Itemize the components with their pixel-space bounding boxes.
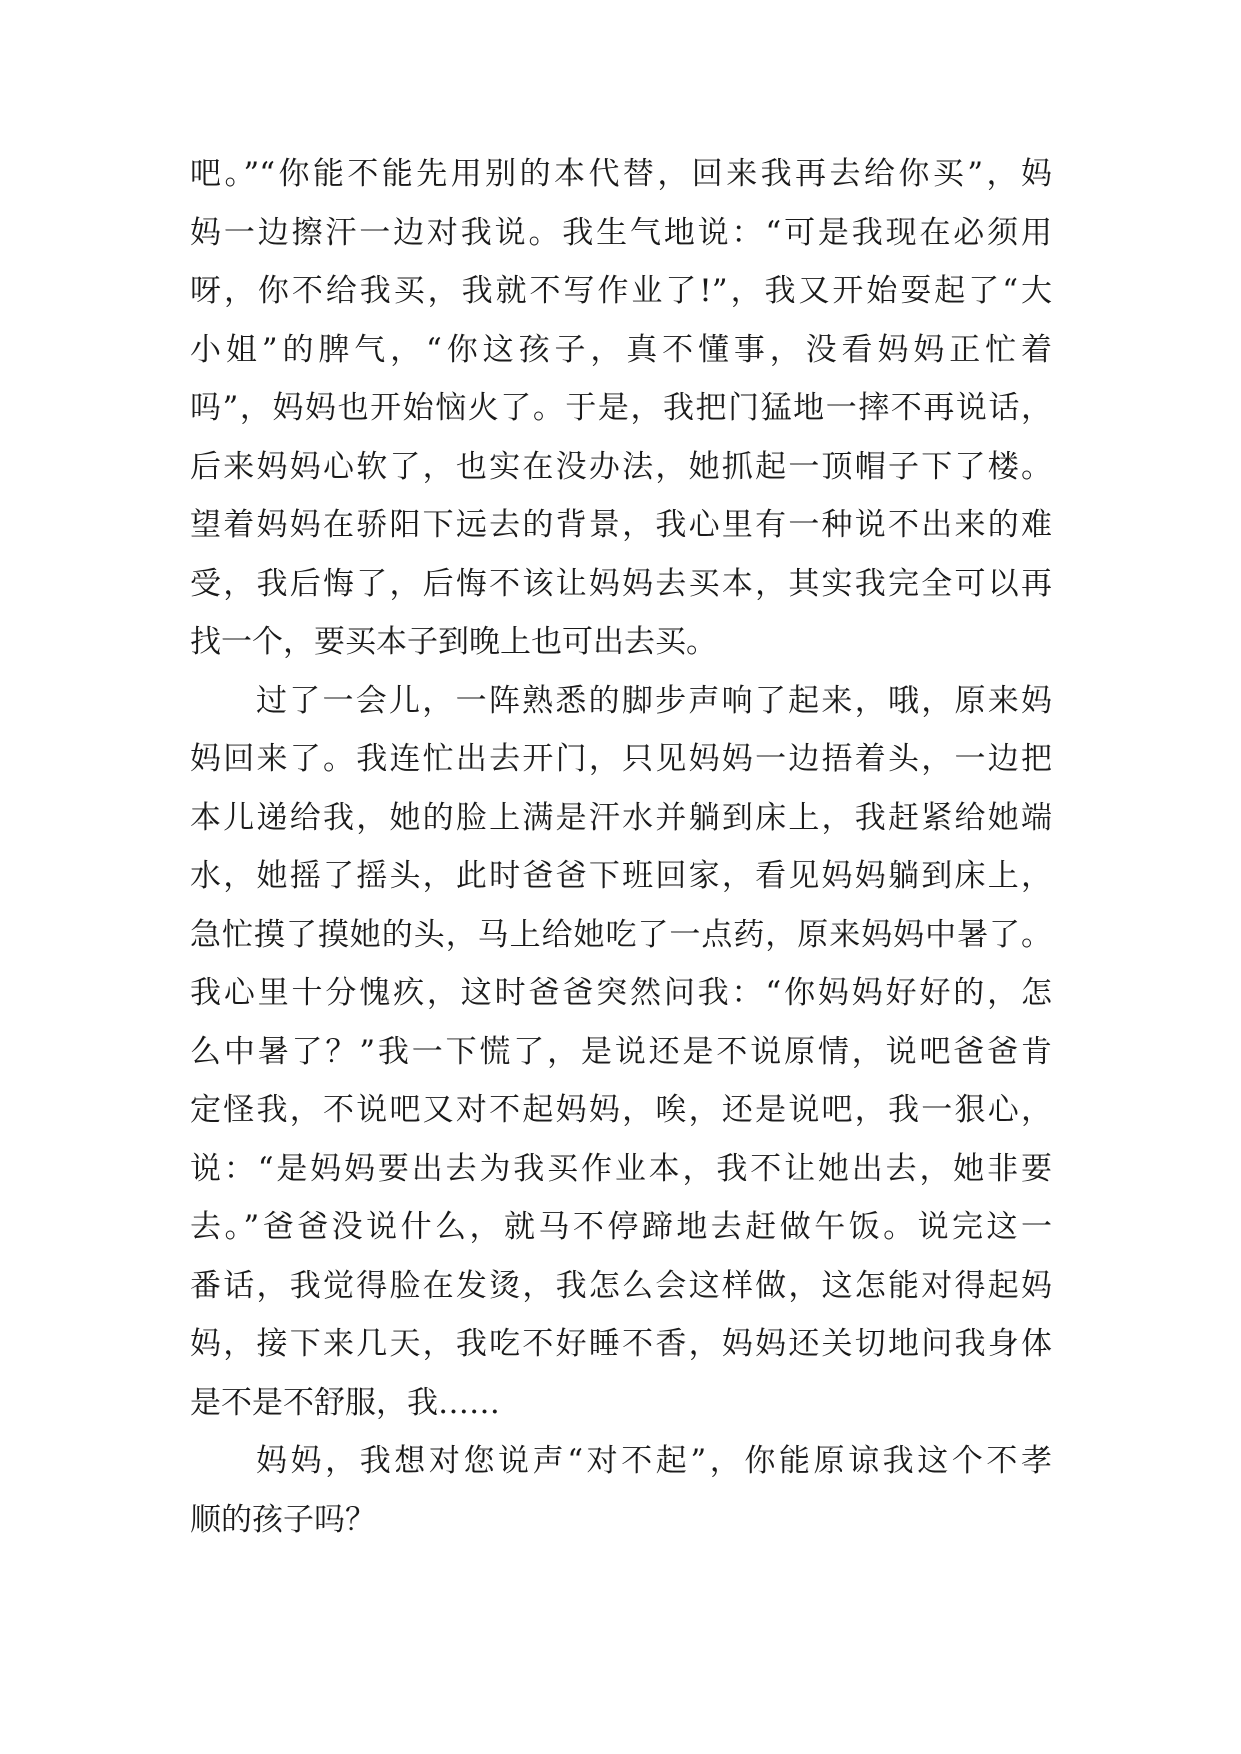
- text-line: 妈一边擦汗一边对我说。我生气地说：“可是我现在必须用: [190, 214, 1052, 251]
- text-line: 望着妈妈在骄阳下远去的背景，我心里有一种说不出来的难: [190, 507, 1052, 543]
- text-line: 受，我后悔了，后悔不该让妈妈去买本，其实我完全可以再: [190, 565, 1052, 602]
- text-line: 水，她摇了摇头，此时爸爸下班回家，看见妈妈躺到床上，: [190, 858, 1052, 894]
- text-line: 妈妈，我想对您说声“对不起”，你能原谅我这个不孝: [256, 1443, 1052, 1479]
- text-line: 呀，你不给我买，我就不写作业了!”，我又开始耍起了“大: [190, 273, 1052, 309]
- text-line: 顺的孩子吗？: [190, 1501, 376, 1538]
- text-line: 说：“是妈妈要出去为我买作业本，我不让她出去，她非要: [190, 1150, 1052, 1187]
- text-line: 妈回来了。我连忙出去开门，只见妈妈一边捂着头，一边把: [190, 741, 1052, 777]
- body-text: [190, 145, 1052, 1549]
- text-line: 急忙摸了摸她的头，马上给她吃了一点药，原来妈妈中暑了。: [190, 916, 1052, 953]
- text-line: 定怪我，不说吧又对不起妈妈，唉，还是说吧，我一狠心，: [190, 1092, 1052, 1128]
- text-line: 妈，接下来几天，我吃不好睡不香，妈妈还关切地问我身体: [190, 1326, 1052, 1362]
- text-line: 去。”爸爸没说什么，就马不停蹄地去赶做午饭。说完这一: [190, 1209, 1052, 1245]
- text-line: 我心里十分愧疚，这时爸爸突然问我：“你妈妈好好的，怎: [190, 975, 1052, 1011]
- text-line: 小姐”的脾气，“你这孩子，真不懂事，没看妈妈正忙着: [190, 331, 1052, 368]
- text-line: 过了一会儿，一阵熟悉的脚步声响了起来，哦，原来妈: [256, 682, 1052, 719]
- text-line: 找一个，要买本子到晚上也可出去买。: [190, 624, 717, 660]
- text-line: 是不是不舒服，我……: [190, 1384, 500, 1421]
- text-line: 么中暑了？”我一下慌了，是说还是不说原情，说吧爸爸肯: [190, 1033, 1052, 1070]
- text-line: 吧。”“你能不能先用别的本代替，回来我再去给你买”，妈: [190, 156, 1052, 192]
- text-line: 后来妈妈心软了，也实在没办法，她抓起一顶帽子下了楼。: [190, 448, 1052, 485]
- text-line: 番话，我觉得脸在发烫，我怎么会这样做，这怎能对得起妈: [190, 1267, 1052, 1304]
- text-line: 本儿递给我，她的脸上满是汗水并躺到床上，我赶紧给她端: [190, 799, 1052, 836]
- text-line: 吗”，妈妈也开始恼火了。于是，我把门猛地一摔不再说话，: [190, 390, 1052, 426]
